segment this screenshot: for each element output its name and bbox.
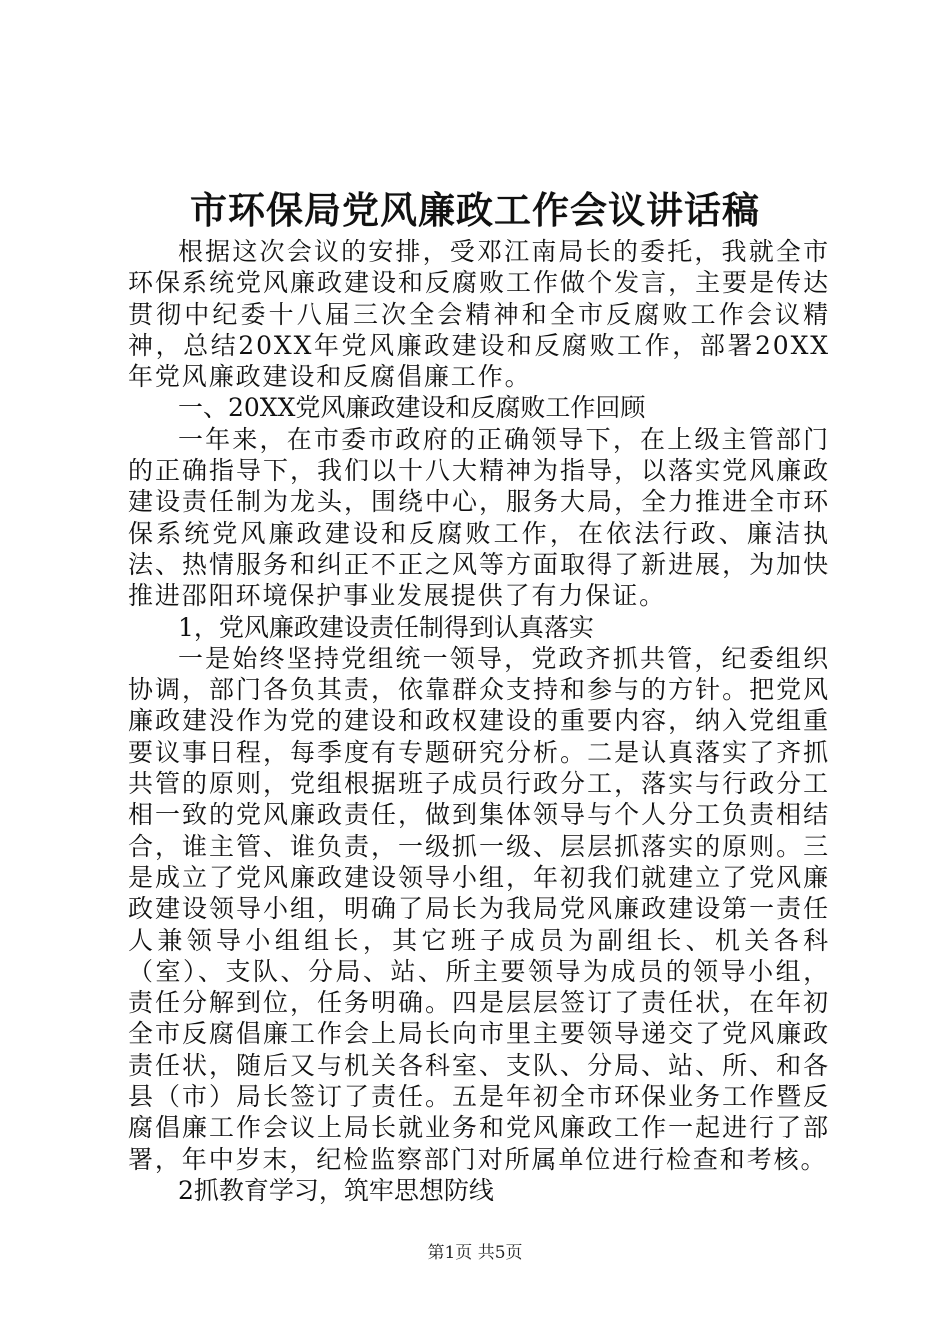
section-heading-review: 一、20XX党风廉政建设和反腐败工作回顾 [178, 393, 646, 423]
document-body [128, 236, 830, 1206]
subsection-heading-education: 2抓教育学习，筑牢思想防线 [178, 1175, 494, 1205]
paragraph-responsibility: 一是始终坚持党组统一领导，党政齐抓共管，纪委组织协调，部门各负其责，依靠群众支持和参与的方针。把党风廉政建没作为党的建设和政权建设的重要内容，纳入党组重要议事日程，每季度有专题研究分析。二是认真落实了齐抓共管的原则，党组根据班子成员行政分工，落实与行政分工相一致的党风廉政责任，做到集体领导与个人分工负责相结合，谁主管、谁负责，一级抓一级、层层抓落实的原则。三是成立了党风廉政建设领导小组，年初我们就建立了党风廉政建设领导小组，明确了局长为我局党风廉政建设第一责任人兼领导小组组长，其它班子成员为副组长、机关各科（室）、支队、分局、站、所主要领导为成员的领导小组，责任分解到位，任务明确。四是层层签订了责任状，在年初全市反腐倡廉工作会上局长向市里主要领导递交了党风廉政责任状，随后又与机关各科室、支队、分局、站、所、和各县（市）局长签订了责任。五是年初全市环保业务工作暨反腐倡廉工作会议上局长就业务和党风廉政工作一起进行了部署，年中岁末，纪检监察部门对所属单位进行检查和考核。 [128, 643, 830, 1174]
paragraph-review: 一年来，在市委市政府的正确领导下，在上级主管部门的正确指导下，我们以十八大精神为指导，以落实党风廉政建设责任制为龙头，围绕中心，服务大局，全力推进全市环保系统党风廉政建设和反腐败工作，在依法行政、廉洁执法、热情服务和纠正不正之风等方面取得了新进展，为加快推进邵阳环境保护事业发展提供了有力保证。 [128, 424, 830, 611]
document-title: 市环保局党风廉政工作会议讲话稿 [190, 188, 760, 232]
subsection-heading-responsibility: 1，党风廉政建设责任制得到认真落实 [178, 612, 594, 642]
paragraph-intro: 根据这次会议的安排，受邓江南局长的委托，我就全市环保系统党风廉政建设和反腐败工作做个发言，主要是传达贯彻中纪委十八届三次全会精神和全市反腐败工作会议精神，总结20XX年党风廉政建设和反腐败工作，部署20XX年党风廉政建设和反腐倡廉工作。 [128, 237, 830, 392]
page-number-footer: 第1页 共5页 [427, 1243, 523, 1263]
